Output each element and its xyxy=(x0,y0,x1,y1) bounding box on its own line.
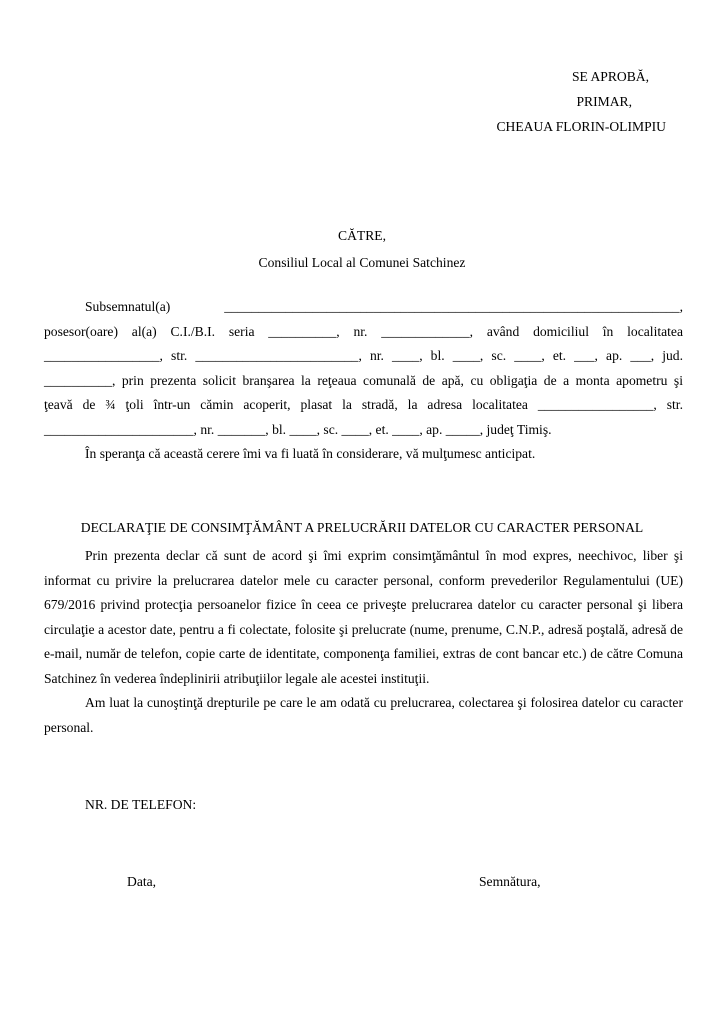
date-label: Data, xyxy=(127,874,157,889)
request-line: Subsemnatul(a) ___________________________________________________________________, xyxy=(85,299,683,314)
mayor-title: PRIMAR, xyxy=(576,94,632,109)
addressee-block xyxy=(0,222,724,276)
approval-line: SE APROBĂ, xyxy=(571,69,649,84)
request-line: ţeavă de ¾ ţoli într-un cămin acoperit, plasat la stradă, la adresa localitatea _________________, str. xyxy=(44,397,683,412)
request-line: _________________, str. ________________________, nr. ____, bl. ____, sc. ____, et. ___, ap. ___, jud. xyxy=(44,348,683,363)
mayor-name: CHEAUA FLORIN-OLIMPIU xyxy=(496,119,666,134)
request-line: ______________________, nr. _______, bl. ____, sc. ____, et. ____, ap. _____, judeţ Timiş. xyxy=(44,421,552,437)
consent-section xyxy=(44,544,683,740)
addressee-to: CĂTRE, xyxy=(338,228,386,243)
consent-title: DECLARAŢIE DE CONSIMŢĂMÂNT A PRELUCRĂRII DATELOR CU CARACTER PERSONAL xyxy=(80,520,644,535)
consent-paragraph: Am luat la cunoştinţă drepturile pe care le am odată cu prelucrarea, colectarea şi folosirea datelor cu caracter personal. xyxy=(44,695,683,735)
signature-label: Semnătura, xyxy=(479,874,541,889)
phone-label: NR. DE TELEFON: xyxy=(85,797,197,812)
approval-block xyxy=(496,64,666,139)
request-line: posesor(oare) al(a) C.I./B.I. seria __________, nr. _____________, având domiciliul în localitatea xyxy=(44,323,683,339)
consent-paragraph: Prin prezenta declar că sunt de acord şi îmi exprim consimţământul în mod expres, neechivoc, liber şi informat cu privire la prelucrarea datelor mele cu caracter personal, conform prevederilor Regulamentului (UE) 679/2016 privind protecţia persoanelor fizice în ceea ce priveşte prelucrarea datelor cu caracter personal şi libera circulaţie a acestor date, pentru a fi colectate, folosite şi prelucrate (nume, prenume, C.N.P., adresă poştală, adresă de e-mail, număr de telefon, copie carte de identitate, componenţa familiei, extras de cont bancar etc.) de către Comuna Satchinez în vederea îndeplinirii atribuţiilor legale ale acestei instituţii. xyxy=(44,548,683,686)
request-paragraph xyxy=(44,295,683,467)
request-line: __________, prin prezenta solicit branşarea la reţeaua comunală de apă, cu obligaţia de a monta apometru şi xyxy=(44,372,683,388)
addressee-recipient: Consiliul Local al Comunei Satchinez xyxy=(258,255,466,270)
request-closing: În speranţa că această cerere îmi va fi luată în considerare, vă mulţumesc anticipat. xyxy=(85,446,536,461)
